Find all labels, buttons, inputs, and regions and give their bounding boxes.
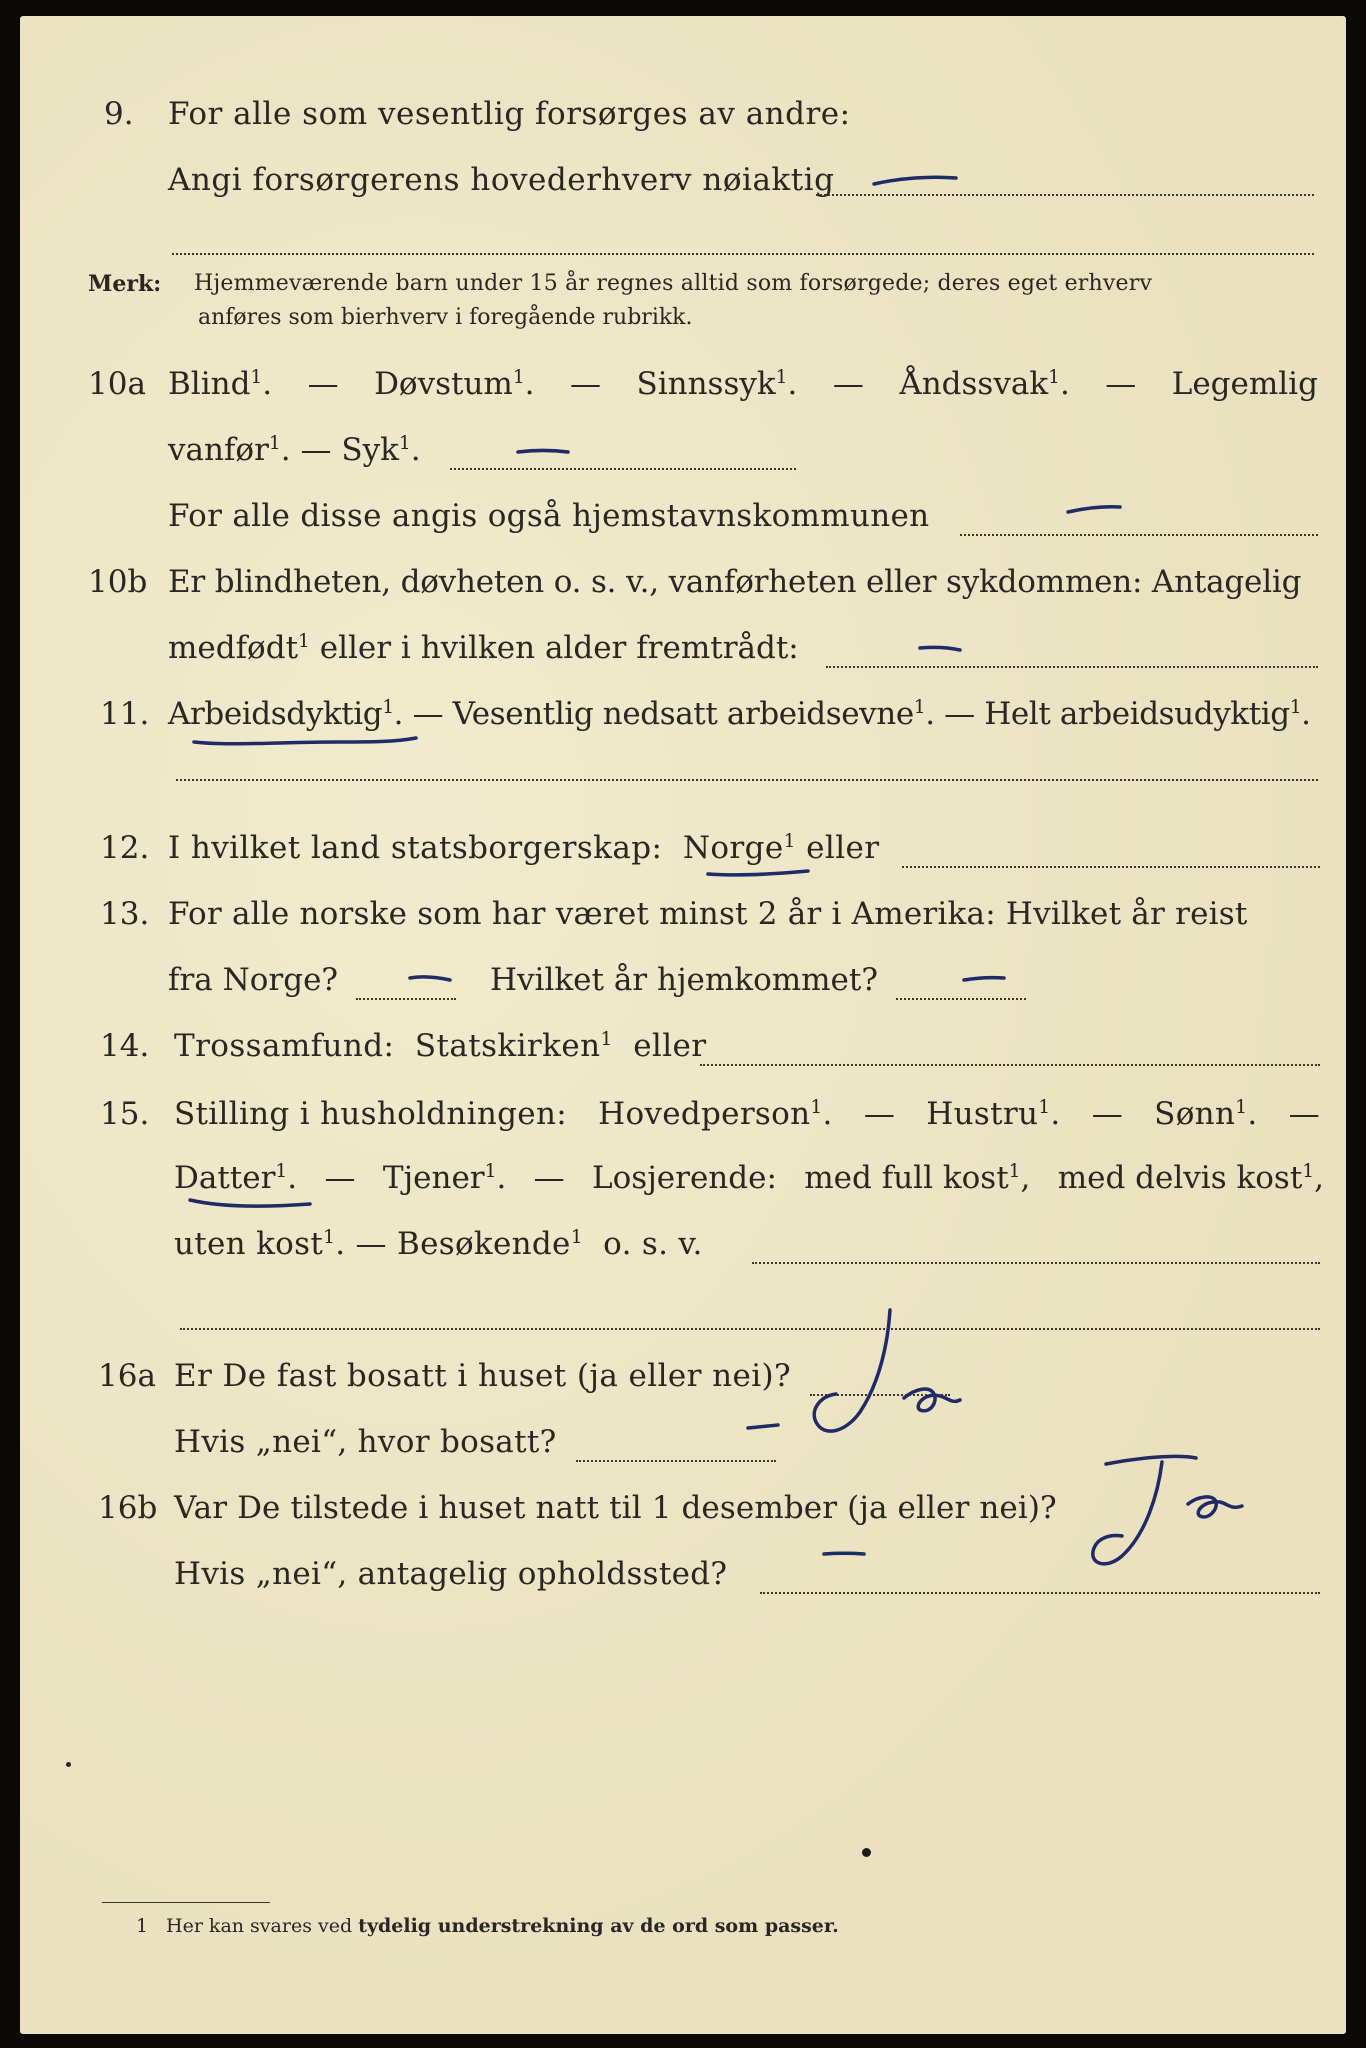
option-uten-kost: uten kost$^1$. <box>174 1226 346 1262</box>
census-form-page <box>20 16 1346 2034</box>
handwritten-dash <box>514 440 574 464</box>
handwritten-dash <box>744 1412 784 1442</box>
q14-answer-line <box>700 1064 1320 1066</box>
q11-options: Arbeidsdyktig$^1$. — Vesentlig nedsatt arbeidsevne$^1$. — Helt arbeidsudyktig$^1$. <box>168 696 1311 732</box>
question-number-9: 9. <box>104 96 134 132</box>
option-nedsatt-arbeidsevne: Vesentlig nedsatt arbeidsevne$^1$. <box>452 696 935 732</box>
q14-line: Trossamfund: Statskirken$^1$ eller <box>174 1028 707 1064</box>
footnote-mark: 1 <box>136 1915 149 1937</box>
q15-line1: Stilling i husholdningen: Hovedperson$^1$. — Hustru$^1$. — Sønn$^1$. — <box>174 1096 1320 1132</box>
merk-line1: Hjemmeværende barn under 15 år regnes alltid som forsørgede; deres eget erhverv <box>194 271 1153 296</box>
handwritten-underline-norge <box>704 862 814 888</box>
q9-extra-line <box>172 253 1314 255</box>
q10a-hjemstavn-line <box>960 534 1318 536</box>
handwritten-dash <box>916 636 966 660</box>
q15-line2: Datter$^1$. — Tjener$^1$. — Losjerende: med full kost$^1$, med delvis kost$^1$, <box>174 1160 1324 1196</box>
handwritten-dash <box>1064 498 1124 522</box>
q16b-line1: Var De tilstede i huset natt til 1 desember (ja eller nei)? <box>174 1490 1057 1526</box>
option-arbeidsdyktig: Arbeidsdyktig$^1$. <box>168 696 404 732</box>
question-number-16a: 16a <box>98 1358 156 1394</box>
q16b-answer-line <box>760 1592 1320 1594</box>
q9-line2: Angi forsørgerens hovederhverv nøiaktig <box>168 162 835 198</box>
footnote-rule <box>102 1902 270 1903</box>
handwritten-underline-datter <box>186 1190 316 1220</box>
question-number-11: 11. <box>100 696 150 732</box>
question-number-15: 15. <box>100 1096 150 1132</box>
q9-line1: For alle som vesentlig forsørges av andre: <box>168 96 851 132</box>
question-number-10a: 10a <box>88 366 146 402</box>
option-delvis-kost: med delvis kost$^1$, <box>1057 1160 1324 1196</box>
q13-line1: For alle norske som har været minst 2 år i Amerika: Hvilket år reist <box>168 896 1248 932</box>
option-datter: Datter$^1$. <box>174 1160 298 1196</box>
q10a-line1: Blind$^1$. — Døvstum$^1$. — Sinnssyk$^1$. — Åndssvak$^1$. — Legemlig <box>168 366 1318 402</box>
handwritten-answer-ja <box>1066 1444 1266 1584</box>
option-blind: Blind$^1$. <box>168 366 273 402</box>
merk-line2: anføres som bierhverv i foregående rubrikk. <box>198 305 693 330</box>
q13-reist-line <box>356 998 456 1000</box>
handwritten-answer-ja <box>780 1302 970 1452</box>
question-number-10b: 10b <box>88 564 148 600</box>
q11-extra-line <box>176 779 1318 781</box>
question-number-16b: 16b <box>98 1490 158 1526</box>
question-number-12: 12. <box>100 830 150 866</box>
q15-line3: uten kost$^1$. — Besøkende$^1$ o. s. v. <box>174 1226 703 1262</box>
option-hustru: Hustru$^1$. <box>926 1096 1061 1132</box>
q10a-line2: vanfør$^1$. — Syk$^1$. <box>168 432 421 468</box>
q15-extra-line <box>180 1328 1320 1330</box>
q12-answer-line <box>902 866 1320 868</box>
handwritten-dash <box>820 1542 870 1566</box>
handwritten-dash <box>960 966 1010 990</box>
q13-line2a: fra Norge? <box>168 962 339 998</box>
q10a-line3: For alle disse angis også hjemstavnskommunen <box>168 498 930 534</box>
q16a-line1: Er De fast bosatt i huset (ja eller nei)? <box>174 1358 792 1394</box>
option-dovstum: Døvstum$^1$. <box>374 366 535 402</box>
option-syk: Syk$^1$. <box>341 432 421 468</box>
handwritten-underline-arbeidsdyktig <box>190 728 420 758</box>
q16b-line2: Hvis „nei“, antagelig opholdssted? <box>174 1556 728 1592</box>
q16a-line2: Hvis „nei“, hvor bosatt? <box>174 1424 557 1460</box>
q13-hjemkommet-line <box>896 998 1026 1000</box>
q13-line2b: Hvilket år hjemkommet? <box>490 962 878 998</box>
ink-speck <box>66 1762 71 1767</box>
option-besokende: Besøkende$^1$ <box>397 1226 583 1262</box>
q10b-answer-line <box>826 666 1318 668</box>
option-arbeidsudyktig: Helt arbeidsudyktig$^1$. <box>984 696 1311 732</box>
q16a-bosatt-line <box>576 1460 776 1462</box>
option-legemlig: Legemlig <box>1171 366 1318 402</box>
option-full-kost: med full kost$^1$, <box>804 1160 1031 1196</box>
q15-answer-line <box>752 1262 1320 1264</box>
footnote-text: Her kan svares ved tydelig understrekning av de ord som passer. <box>166 1915 839 1937</box>
option-andssvak: Åndssvak$^1$. <box>899 366 1070 402</box>
option-norge: Norge$^1$ <box>682 830 796 866</box>
ink-speck <box>862 1848 871 1857</box>
option-statskirken: Statskirken$^1$ <box>414 1028 613 1064</box>
handwritten-dash <box>870 166 960 196</box>
option-vanfor: vanfør$^1$. <box>168 432 291 468</box>
q10a-answer-line <box>450 468 796 470</box>
option-sinnssyk: Sinnssyk$^1$. <box>636 366 798 402</box>
q12-line: I hvilket land statsborgerskap: Norge$^1$ eller <box>168 830 880 866</box>
question-number-13: 13. <box>100 896 150 932</box>
merk-label: Merk: <box>88 271 162 297</box>
option-tjener: Tjener$^1$. <box>382 1160 507 1196</box>
q10b-line2: medfødt$^1$ eller i hvilken alder fremtrådt: <box>168 630 799 666</box>
handwritten-dash <box>406 966 456 990</box>
q10b-line1: Er blindheten, døvheten o. s. v., vanførheten eller sykdommen: Antagelig <box>168 564 1302 600</box>
option-hovedperson: Hovedperson$^1$. <box>598 1096 833 1132</box>
option-sonn: Sønn$^1$. <box>1154 1096 1258 1132</box>
question-number-14: 14. <box>100 1028 150 1064</box>
